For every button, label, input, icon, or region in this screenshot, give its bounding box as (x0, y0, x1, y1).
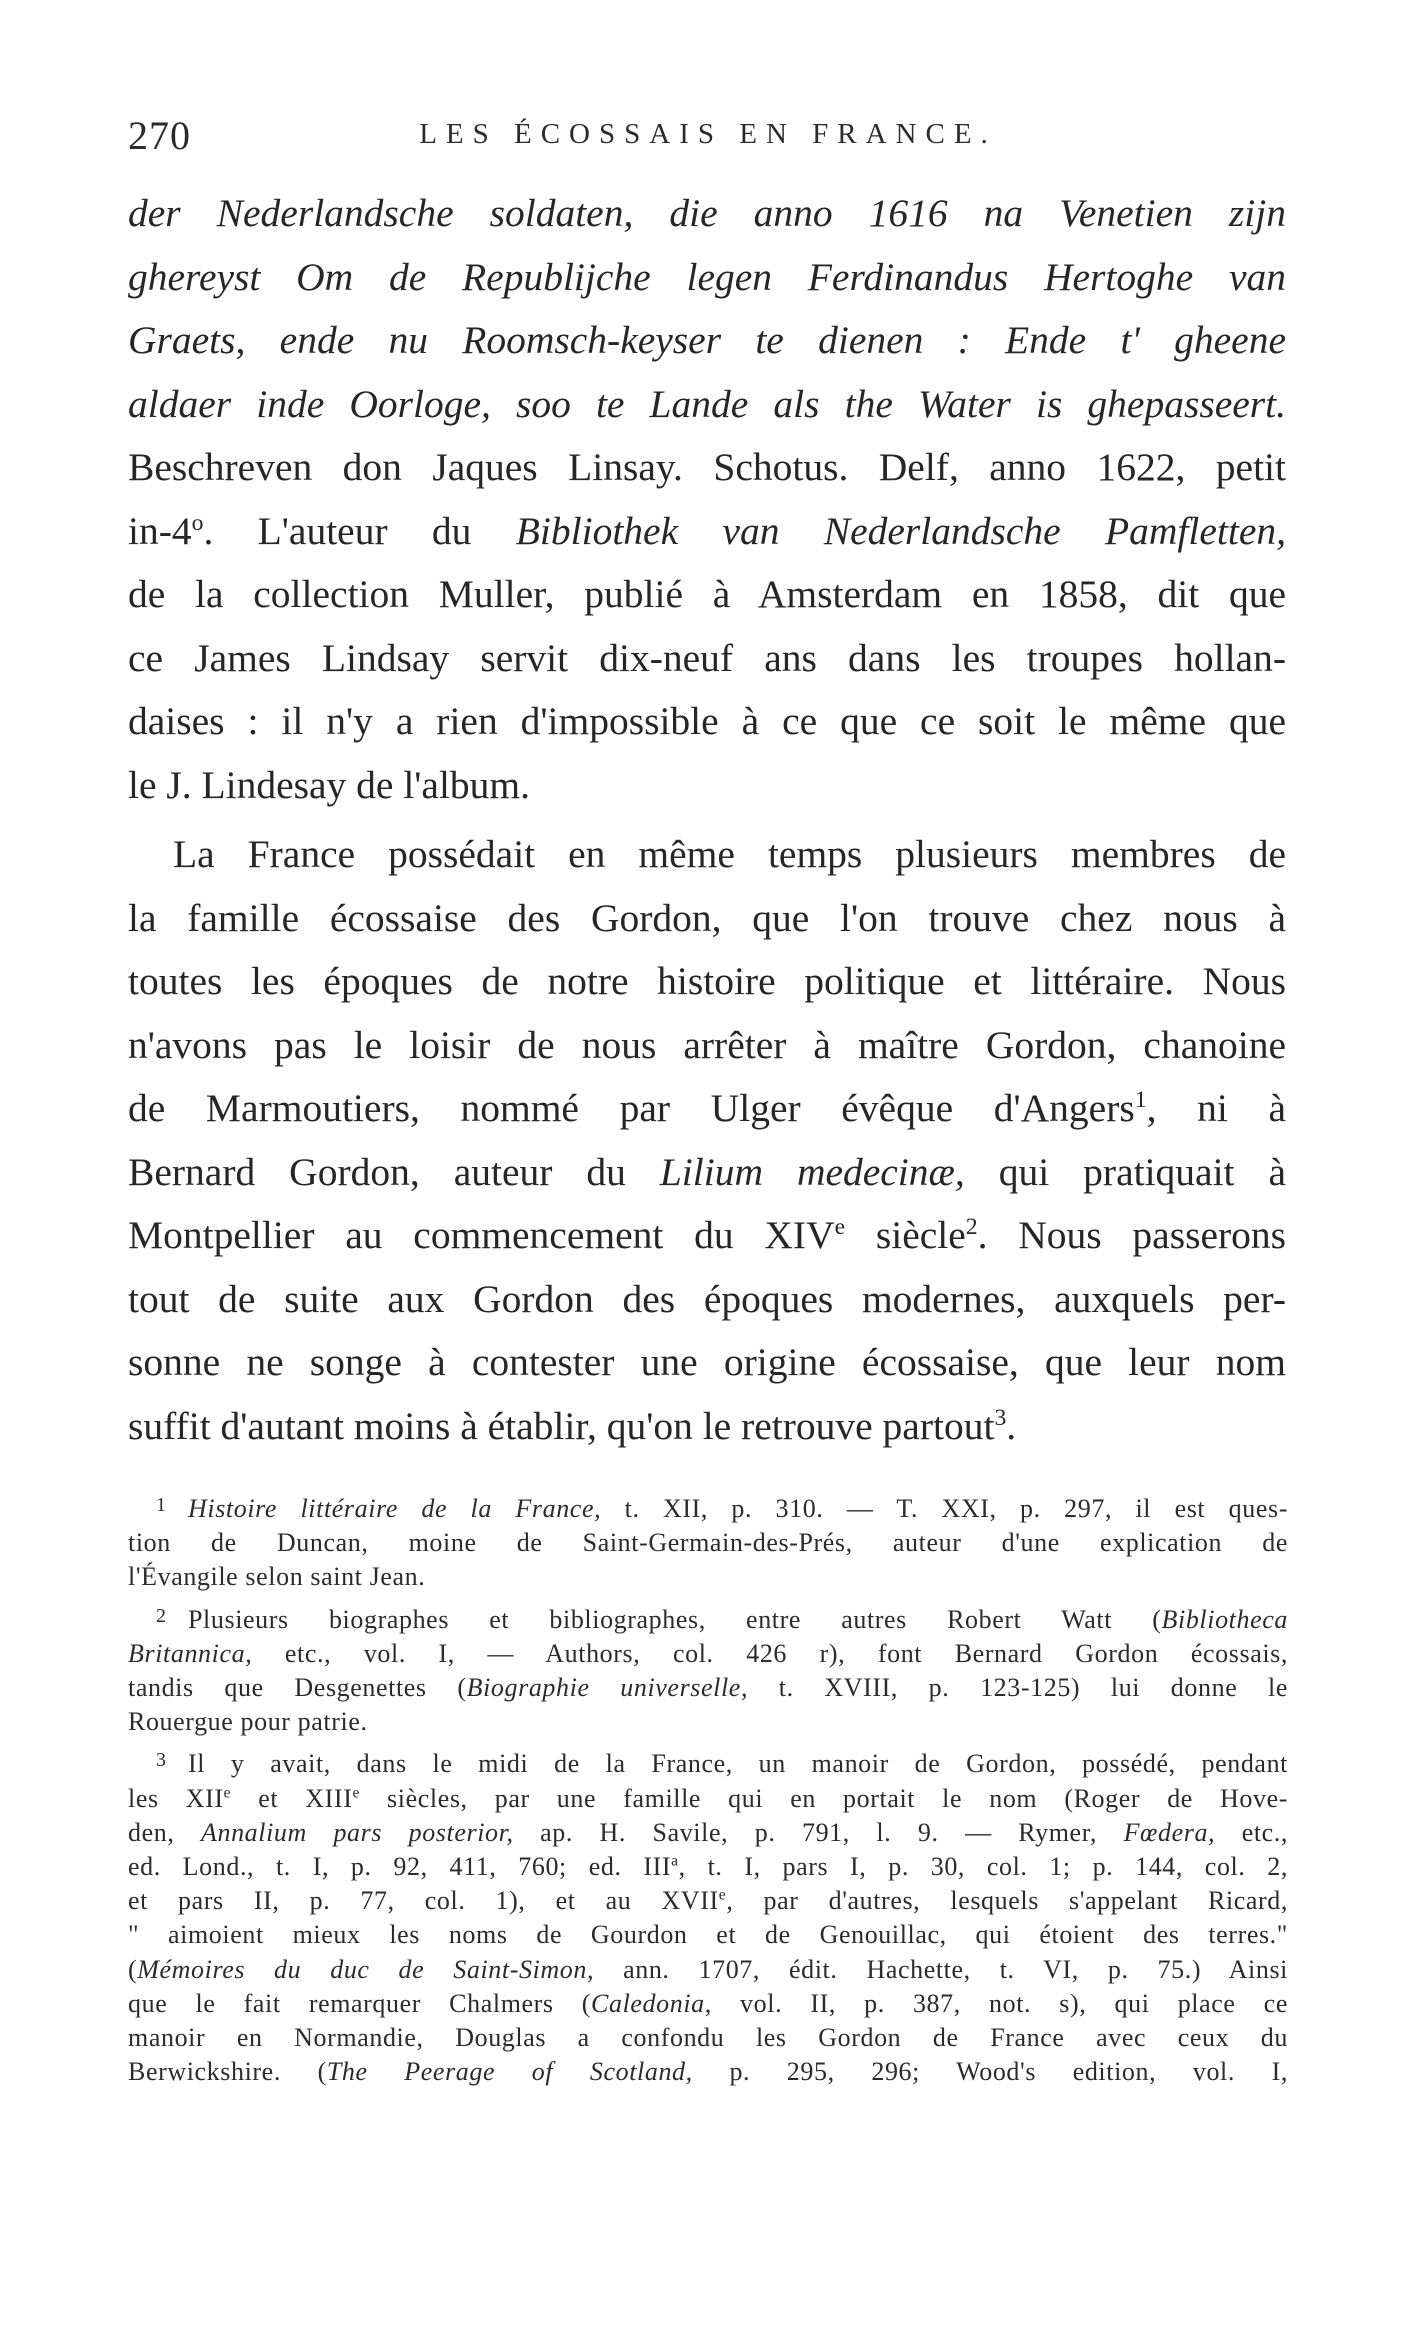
text-fragment: Plusieurs biographes et bibliographes, entre autres Robert Watt ( (188, 1604, 1162, 1634)
footnote-line (128, 1488, 1288, 1526)
italic-title: Britannica, (128, 1638, 253, 1668)
footnote-line: tion de Duncan, moine de Saint-Germain-des-Prés, auteur d'une explication de (128, 1528, 1288, 1558)
text-line: La France possédait en même temps plusieurs membres de (173, 832, 1286, 876)
footnote-line (128, 2055, 1288, 2089)
italic-title: Histoire littéraire de la France, (188, 1494, 602, 1523)
body-text (128, 182, 1286, 1458)
text-line: toutes les époques de notre histoire politique et littéraire. Nous (128, 959, 1286, 1003)
superscript: e (223, 1783, 232, 1801)
text-fragment: ap. H. Savile, p. 791, l. 9. — Rymer, (540, 1817, 1098, 1847)
text-line (128, 500, 1286, 564)
superscript: o (191, 509, 204, 536)
text-fragment: t. XVIII, p. 123-125) lui donne le (778, 1673, 1289, 1703)
footnote-line (128, 1884, 1288, 1918)
text-fragment: que le fait remarquer Chalmers ( (128, 1988, 592, 2018)
text-fragment: ed. Lond., t. I, p. 92, 411, 760; ed. III (128, 1852, 672, 1882)
footnote-number: 1 (156, 1494, 167, 1516)
footnote-line (128, 1599, 1288, 1637)
text-fragment: t. XII, p. 310. — T. XXI, p. 297, il est ques- (624, 1494, 1288, 1523)
footnote-line (128, 1782, 1288, 1816)
text-fragment: tandis que Desgenettes ( (128, 1673, 467, 1703)
text-line: le J. Lindesay de l'album. (128, 762, 531, 807)
footnote-line: " aimoient mieux les noms de Gourdon et de Genouillac, qui étoient des terres." (128, 1920, 1288, 1950)
page-header (128, 112, 1288, 162)
text-fragment: de Marmoutiers, nommé par Ulger évêque d'Angers (128, 1086, 1135, 1130)
text-line: de la collection Muller, publié à Amsterdam en 1858, dit que (128, 572, 1286, 616)
footnote-line (128, 1743, 1288, 1781)
text-line: sonne ne songe à contester une origine écossaise, que leur nom (128, 1340, 1286, 1384)
footnote-line (128, 1953, 1288, 1987)
text-fragment: Bernard Gordon, auteur du (128, 1149, 626, 1194)
footnote-3 (128, 1743, 1288, 2089)
footnote-line (128, 1987, 1288, 2021)
text-fragment: etc., (1241, 1817, 1289, 1847)
text-line: la famille écossaise des Gordon, que l'on trouve chez nous à (128, 895, 1286, 940)
footnote-ref: 2 (965, 1213, 978, 1240)
paragraph-1 (128, 182, 1286, 817)
footnotes (128, 1488, 1288, 2089)
footnote-line: manoir en Normandie, Douglas a confondu les Gordon de France avec ceux du (128, 2023, 1288, 2053)
text-fragment: siècles, par une famille qui en portait le nom (Roger de Hove- (359, 1783, 1288, 1813)
text-line: n'avons pas le loisir de nous arrêter à maître Gordon, chanoine (128, 1022, 1286, 1067)
paragraph-2 (128, 823, 1286, 1458)
italic-title: Fœdera, (1123, 1817, 1216, 1847)
footnote-line: Rouergue pour patrie. (128, 1707, 368, 1737)
footnote-line (128, 1816, 1288, 1850)
text-line: tout de suite aux Gordon des époques modernes, auxquels per- (128, 1276, 1286, 1321)
text-fragment: Il y avait, dans le midi de la France, un manoir de Gordon, possédé, pendant (188, 1749, 1288, 1779)
text-fragment: Montpellier au commencement du XIV (128, 1213, 835, 1257)
text-line: ghereyst Om de Republijche legen Ferdinandus Hertoghe van (128, 254, 1286, 299)
running-title: LES ÉCOSSAIS EN FRANCE. (419, 118, 997, 150)
text-fragment: , ni à (1146, 1086, 1287, 1130)
text-fragment: etc., vol. I, — Authors, col. 426 r), font Bernard Gordon écossais, (284, 1638, 1288, 1668)
text-line (128, 1204, 1286, 1268)
text-fragment: . Nous passerons (977, 1213, 1286, 1257)
italic-title: Biographie universelle, (466, 1673, 749, 1703)
text-fragment: in-4 (128, 508, 192, 553)
footnote-1 (128, 1488, 1288, 1595)
text-fragment: p. 295, 296; Wood's edition, vol. I, (729, 2057, 1289, 2087)
text-fragment: . (1006, 1403, 1017, 1448)
footnote-number: 3 (156, 1749, 167, 1772)
superscript: a (671, 1852, 679, 1870)
footnote-line (128, 1850, 1288, 1884)
footnote-ref: 1 (1134, 1086, 1147, 1113)
text-fragment: siècle (845, 1213, 966, 1257)
text-fragment: suffit d'autant moins à établir, qu'on le retrouve partout (128, 1403, 995, 1448)
text-fragment: ann. 1707, édit. Hachette, t. VI, p. 75.) Ainsi (623, 1954, 1288, 1984)
footnote-2 (128, 1599, 1288, 1740)
superscript: e (352, 1783, 360, 1801)
italic-title: Lilium medecinæ, (659, 1149, 965, 1194)
text-fragment: et XIII (231, 1783, 353, 1813)
text-fragment: vol. II, p. 387, not. s), qui place ce (740, 1988, 1288, 2018)
text-line: der Nederlandsche soldaten, die anno 1616 na Venetien zijn (128, 191, 1286, 235)
text-fragment: ( (128, 1954, 138, 1984)
footnote-number: 2 (156, 1604, 167, 1627)
footnote-line (128, 1637, 1288, 1671)
italic-title: Annalium pars posterior, (201, 1817, 514, 1847)
page-number: 270 (128, 113, 191, 158)
text-line: Beschreven don Jaques Linsay. Schotus. Delf, anno 1622, petit (128, 445, 1286, 489)
footnote-line: l'Évangile selon saint Jean. (128, 1562, 426, 1592)
italic-title: Caledonia, (591, 1988, 712, 2018)
text-line: aldaer inde Oorloge, soo te Lande als the Water is ghepasseert. (128, 381, 1286, 426)
footnote-ref: 3 (994, 1404, 1007, 1431)
text-fragment: Berwickshire. ( (128, 2057, 327, 2087)
italic-title: Bibliothek van Nederlandsche Pamfletten, (515, 508, 1287, 553)
text-line: ce James Lindsay servit dix-neuf ans dans les troupes hollan- (128, 635, 1286, 680)
text-fragment: qui pratiquait à (998, 1149, 1287, 1194)
text-line: daises : il n'y a rien d'impossible à ce que ce soit le même que (128, 699, 1286, 743)
text-fragment: den, (128, 1817, 175, 1847)
superscript: e (718, 1886, 727, 1904)
text-fragment: , t. I, pars I, p. 30, col. 1; p. 144, col. 2, (678, 1852, 1288, 1882)
italic-title: Mémoires du duc de Saint-Simon, (137, 1954, 595, 1984)
text-fragment: , par d'autres, lesquels s'appelant Ricard, (726, 1886, 1289, 1916)
text-fragment: les XII (128, 1783, 224, 1813)
footnote-line (128, 1671, 1288, 1705)
text-line (128, 1077, 1286, 1141)
italic-title: Bibliotheca (1161, 1604, 1288, 1634)
text-fragment: et pars II, p. 77, col. 1), et au XVII (128, 1886, 719, 1916)
superscript: e (834, 1213, 846, 1240)
text-line (128, 1141, 1286, 1205)
text-line: Graets, ende nu Roomsch-keyser te dienen : Ende t' gheene (128, 318, 1286, 362)
text-fragment: . L'auteur du (203, 508, 472, 553)
italic-title: The Peerage of Scotland, (326, 2057, 693, 2087)
text-line (128, 1395, 1286, 1459)
